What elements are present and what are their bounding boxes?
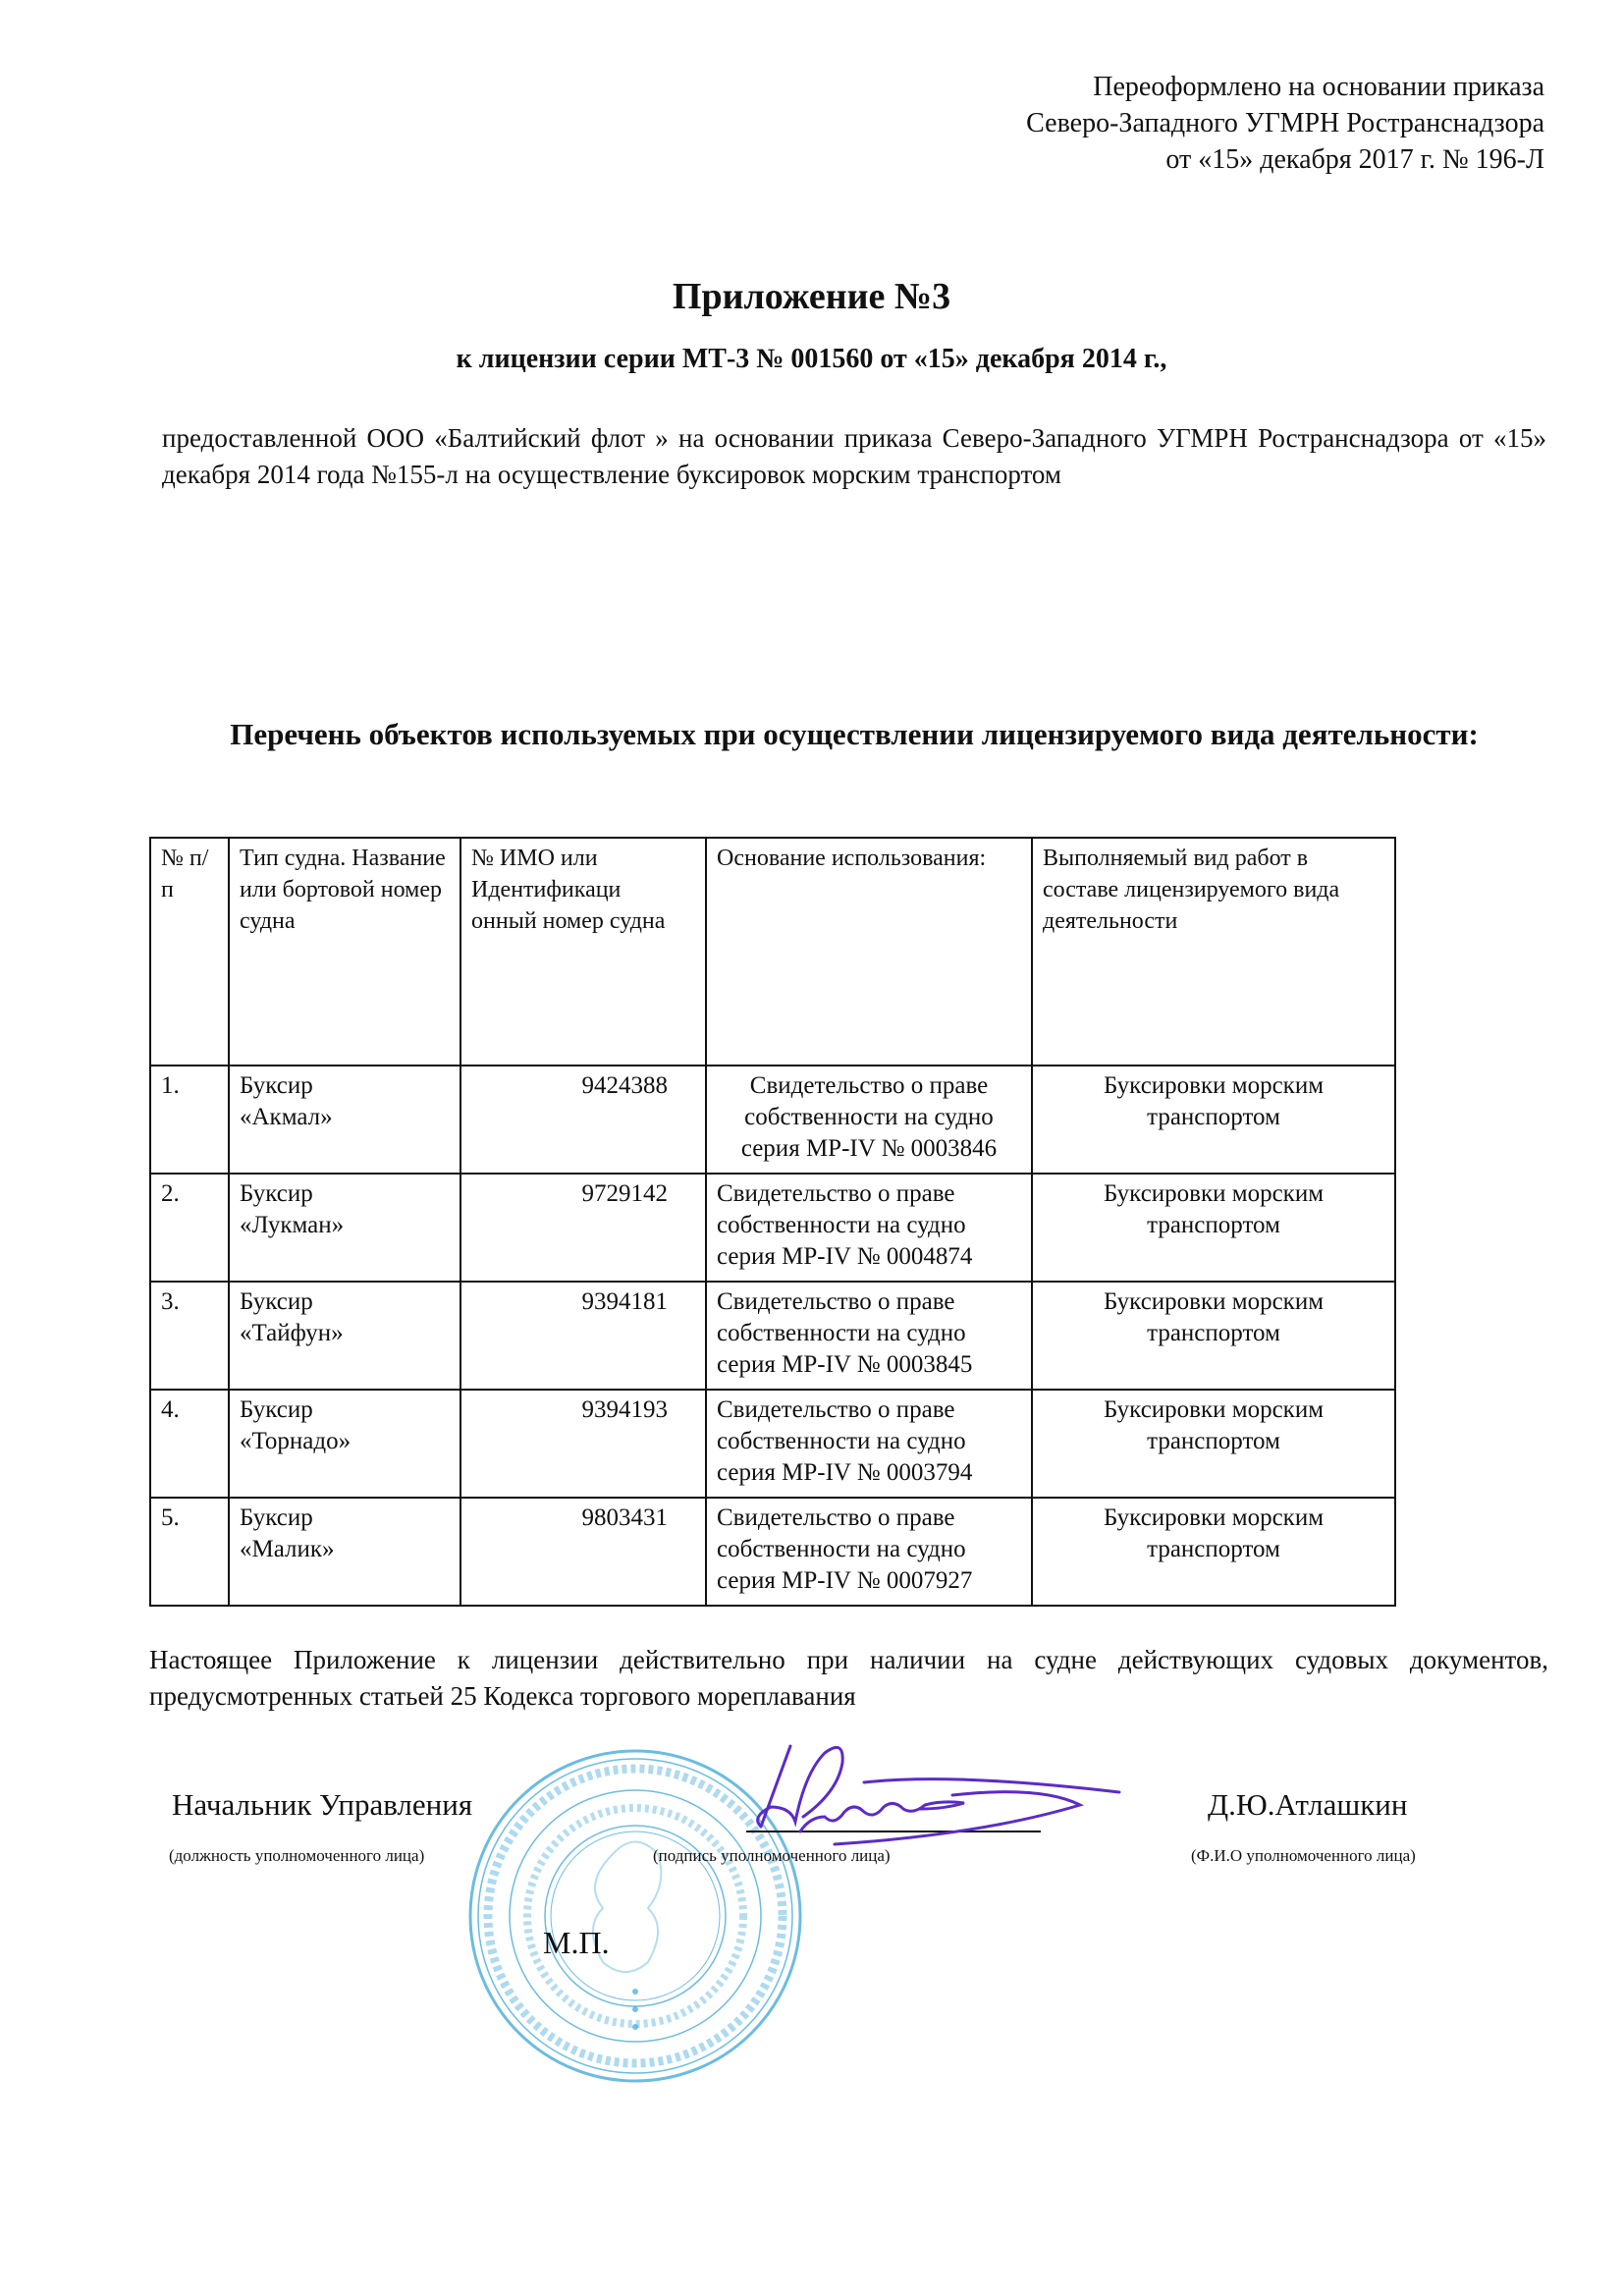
table-row: [150, 1498, 1395, 1606]
basis-line: собственности на судно: [717, 1536, 966, 1562]
work-cell: [1032, 1390, 1395, 1498]
basis-cell: [706, 1498, 1032, 1606]
table-row: [150, 1390, 1395, 1498]
basis-line: собственности на судно: [717, 1320, 966, 1346]
vessel-name: «Акмал»: [240, 1104, 333, 1130]
list-title: Перечень объектов используемых при осуществлении лицензируемого вида деятельности:: [230, 717, 1479, 751]
basis-cell: [706, 1174, 1032, 1282]
imo-number: 9729142: [460, 1174, 706, 1282]
basis-line: Свидетельство о праве: [717, 1288, 955, 1315]
vessel-type: Буксир: [240, 1072, 313, 1099]
signature-icon: [746, 1728, 1129, 1866]
vessel-name: «Лукман»: [240, 1212, 345, 1238]
imo-number: 9394193: [460, 1390, 706, 1498]
work-cell: [1032, 1282, 1395, 1390]
seal-place-mark: М.П.: [543, 1925, 610, 1960]
basis-cell: [706, 1066, 1032, 1174]
document-subtitle: к лицензии серии МТ-3 № 001560 от «15» декабря 2014 г.,: [456, 344, 1167, 374]
vessel-name-cell: [229, 1498, 460, 1606]
work-line: Буксировки морским: [1103, 1180, 1325, 1207]
work-line: транспортом: [1147, 1212, 1280, 1238]
position-caption: (должность уполномоченного лица): [169, 1846, 425, 1865]
table-row: [150, 1282, 1395, 1390]
basis-line: Свидетельство о праве: [749, 1072, 989, 1099]
row-num: 2.: [150, 1174, 229, 1282]
signatory-name: Д.Ю.Атлашкин: [1208, 1787, 1408, 1822]
header-num: № п/п: [150, 838, 229, 1066]
basis-line: серия МР-IV № 0003794: [717, 1459, 973, 1486]
table-row: [150, 1066, 1395, 1174]
vessel-name: «Тайфун»: [240, 1320, 344, 1346]
vessel-name: «Торнадо»: [240, 1428, 352, 1454]
work-line: Буксировки морским: [1103, 1072, 1325, 1099]
work-line: Буксировки морским: [1103, 1396, 1325, 1423]
header-vessel-name: Тип судна. Название или бортовой номер судна: [229, 838, 460, 1066]
work-line: транспортом: [1147, 1536, 1280, 1562]
imo-number: 9803431: [460, 1498, 706, 1606]
reissue-line-3: от «15» декабря 2017 г. № 196-Л: [1165, 144, 1544, 175]
imo-number: 9424388: [460, 1066, 706, 1174]
table-row: [150, 1174, 1395, 1282]
vessel-type: Буксир: [240, 1504, 313, 1531]
vessels-table: [149, 837, 1396, 1607]
work-line: Буксировки морским: [1103, 1504, 1325, 1531]
vessel-name: «Малик»: [240, 1536, 335, 1562]
vessel-name-cell: [229, 1066, 460, 1174]
basis-line: Свидетельство о праве: [717, 1180, 955, 1207]
basis-line: собственности на судно: [744, 1104, 994, 1130]
vessel-type: Буксир: [240, 1288, 313, 1315]
vessel-name-cell: [229, 1282, 460, 1390]
signatory-position: Начальник Управления: [172, 1787, 473, 1822]
vessel-type: Буксир: [240, 1396, 313, 1423]
basis-line: серия МР-IV № 0003846: [740, 1135, 998, 1162]
work-cell: [1032, 1174, 1395, 1282]
work-cell: [1032, 1066, 1395, 1174]
basis-cell: [706, 1282, 1032, 1390]
basis-line: Свидетельство о праве: [717, 1504, 955, 1531]
intro-paragraph: предоставленной ООО «Балтийский флот » на основании приказа Северо-Западного УГМРН Ространснадзора от «15» декабря 2014 года №155-л на осуществление буксировок морским транспортом: [162, 423, 1546, 489]
vessel-type: Буксир: [240, 1180, 313, 1207]
vessel-name-cell: [229, 1390, 460, 1498]
name-caption: (Ф.И.О уполномоченного лица): [1191, 1846, 1416, 1865]
header-basis: Основание использования:: [706, 838, 1032, 1066]
reissue-note: [1026, 69, 1544, 178]
basis-line: собственности на судно: [717, 1212, 966, 1238]
basis-line: серия МР-IV № 0003845: [717, 1351, 973, 1378]
header-work: Выполняемый вид работ в составе лицензируемого вида деятельности: [1032, 838, 1395, 1066]
header-imo: № ИМО или Идентификаци онный номер судна: [460, 838, 706, 1066]
basis-line: серия МР-IV № 0007927: [717, 1567, 973, 1594]
work-cell: [1032, 1498, 1395, 1606]
table-header-row: [150, 838, 1395, 1066]
row-num: 4.: [150, 1390, 229, 1498]
vessel-name-cell: [229, 1174, 460, 1282]
basis-cell: [706, 1390, 1032, 1498]
work-line: транспортом: [1147, 1320, 1280, 1346]
row-num: 5.: [150, 1498, 229, 1606]
validity-note: Настоящее Приложение к лицензии действительно при наличии на судне действующих судовых документов, предусмотренных статьей 25 Кодекса торгового мореплавания: [149, 1645, 1548, 1711]
document-title: Приложение №3: [672, 276, 951, 317]
signature-caption: (подпись уполномоченного лица): [653, 1846, 891, 1865]
work-line: транспортом: [1147, 1428, 1280, 1454]
work-line: транспортом: [1147, 1104, 1280, 1130]
basis-line: Свидетельство о праве: [717, 1396, 955, 1423]
row-num: 3.: [150, 1282, 229, 1390]
basis-line: собственности на судно: [717, 1428, 966, 1454]
imo-number: 9394181: [460, 1282, 706, 1390]
work-line: Буксировки морским: [1103, 1288, 1325, 1315]
reissue-line-1: Переоформлено на основании приказа: [1093, 72, 1544, 102]
basis-line: серия МР-IV № 0004874: [717, 1243, 973, 1270]
reissue-line-2: Северо-Западного УГМРН Ространснадзора: [1026, 108, 1544, 138]
row-num: 1.: [150, 1066, 229, 1174]
